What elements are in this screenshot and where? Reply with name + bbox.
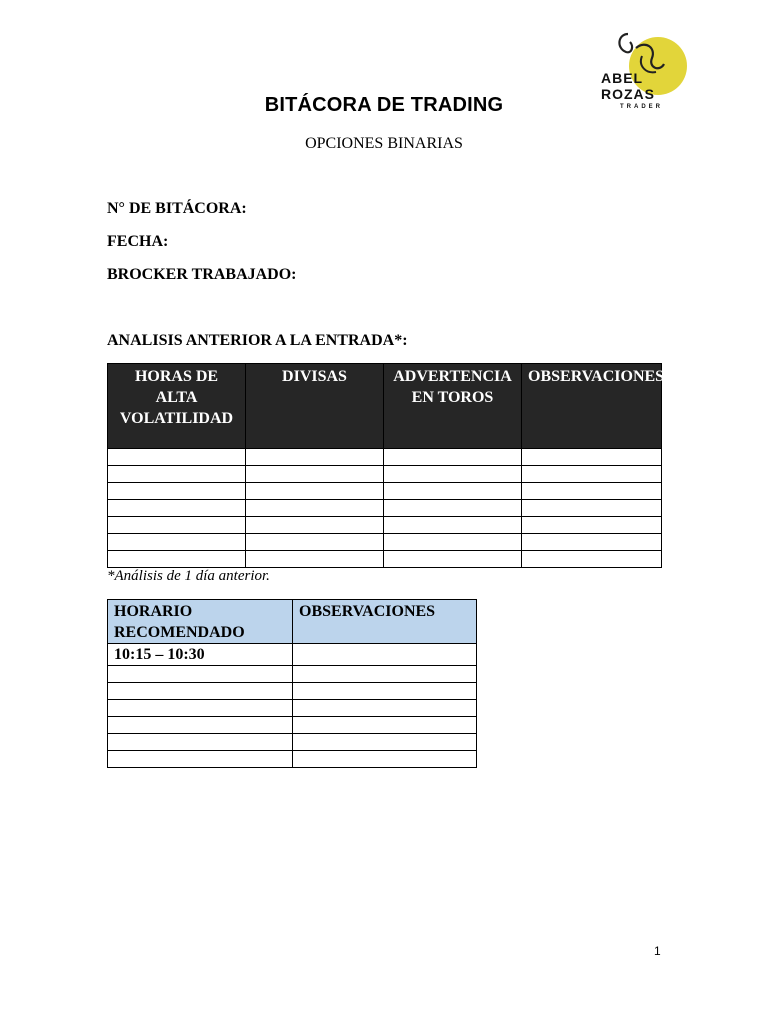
section-analisis: ANALISIS ANTERIOR A LA ENTRADA*:	[107, 332, 408, 349]
logo-text-rozas: ROZAS	[601, 86, 655, 102]
cell-observaciones	[293, 700, 477, 717]
table-row	[108, 483, 662, 500]
header-horario: HORARIO RECOMENDADO	[108, 600, 293, 644]
table-row	[108, 466, 662, 483]
cell-horario	[108, 751, 293, 768]
table-row	[108, 534, 662, 551]
footnote: *Análisis de 1 día anterior.	[107, 568, 270, 584]
header-observaciones: OBSERVACIONES	[522, 364, 662, 449]
header-horas: HORAS DE ALTA VOLATILIDAD	[108, 364, 246, 449]
cell-observaciones	[293, 666, 477, 683]
table-header-row	[108, 364, 662, 449]
header-divisas: DIVISAS	[246, 364, 384, 449]
field-broker: BROCKER TRABAJADO:	[107, 266, 297, 283]
cell-horario	[108, 683, 293, 700]
logo-text-trader: TRADER	[620, 104, 663, 110]
cell-horario	[108, 734, 293, 751]
page-subtitle: OPCIONES BINARIAS	[305, 135, 463, 152]
analysis-table	[107, 363, 665, 568]
cell-horario	[108, 666, 293, 683]
cell-horario	[108, 700, 293, 717]
logo-text-abel: ABEL	[601, 70, 644, 86]
schedule-table	[107, 599, 477, 768]
table-row	[108, 644, 477, 666]
field-numero-bitacora: N° DE BITÁCORA:	[107, 200, 247, 217]
header-observaciones-2: OBSERVACIONES	[293, 600, 477, 644]
cell-observaciones	[293, 734, 477, 751]
cell-observaciones	[293, 683, 477, 700]
table-header-row	[108, 600, 477, 644]
table-row	[108, 751, 477, 768]
cell-horario: 10:15 – 10:30	[108, 644, 293, 666]
table-row	[108, 666, 477, 683]
page-title: BITÁCORA DE TRADING	[264, 94, 504, 116]
table-row	[108, 449, 662, 466]
table-row	[108, 700, 477, 717]
cell-observaciones	[293, 717, 477, 734]
page-number: 1	[654, 944, 661, 958]
table-row	[108, 551, 662, 568]
table-row	[108, 500, 662, 517]
field-fecha: FECHA:	[107, 233, 169, 250]
cell-observaciones	[293, 751, 477, 768]
cell-horario	[108, 717, 293, 734]
table-row	[108, 517, 662, 534]
table-row	[108, 683, 477, 700]
header-advertencia: ADVERTENCIA EN TOROS	[384, 364, 522, 449]
table-row	[108, 734, 477, 751]
cell-observaciones	[293, 644, 477, 666]
table-row	[108, 717, 477, 734]
